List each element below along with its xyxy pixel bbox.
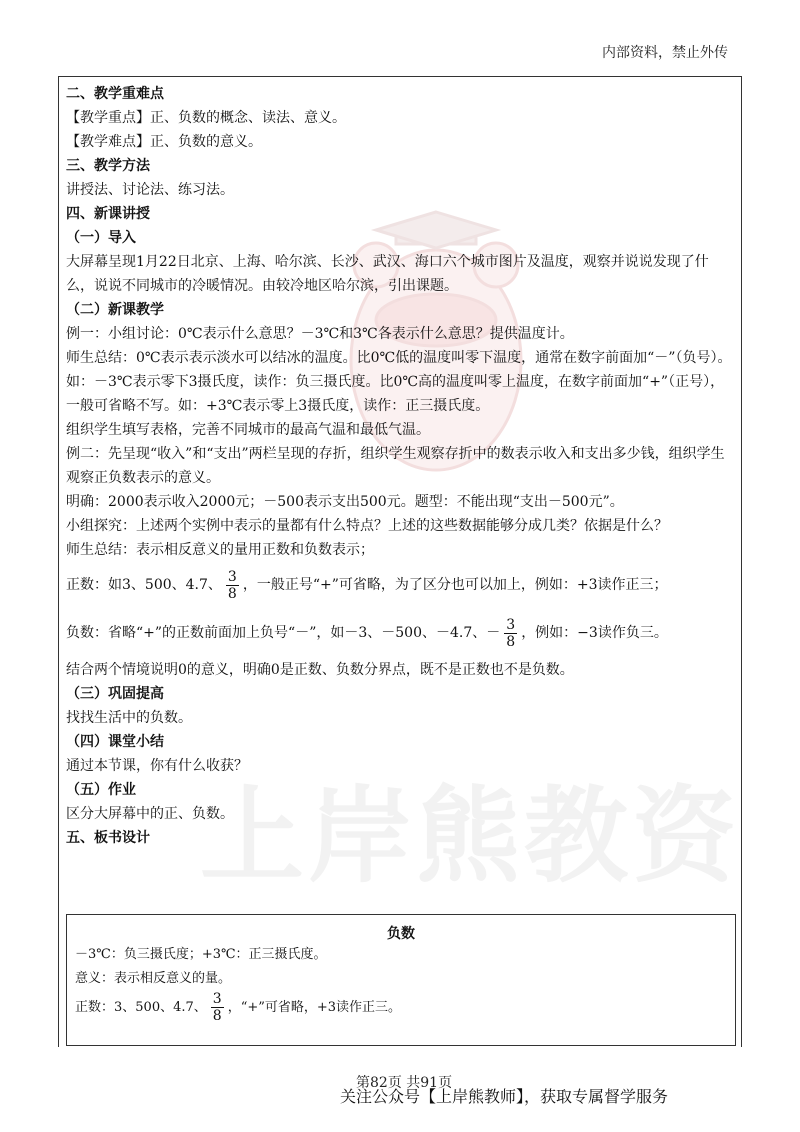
blackboard-design (66, 914, 736, 1046)
section-heading: 二、教学重难点 (66, 86, 164, 102)
paragraph: 【教学难点】正、负数的意义。 (66, 134, 262, 150)
board-line-3 (75, 991, 735, 1024)
board-line-2: 意义：表示相反意义的量。 (75, 971, 232, 986)
fraction-numerator: 3 (227, 568, 237, 585)
fraction (226, 569, 239, 602)
footer-ad: 关注公众号【上岸熊教师】，获取专属督学服务 (340, 1087, 669, 1106)
watermark: 上岸熊教资 (200, 775, 741, 897)
positive-number-line (66, 562, 734, 608)
paragraph: 组织学生填写表格，完善不同城市的最高气温和最低气温。 (66, 422, 430, 438)
negative-before: 负数：省略“+”的正数前面加上负号“－”，如－3、－500、－4.7、－ (66, 625, 501, 641)
section-heading: 四、新课讲授 (66, 206, 150, 222)
paragraph: 例二：先呈现“收入”和“支出”两栏呈现的存折，组织学生观察存折中的数表示收入和支出多少钱，组织学生观察正负数表示的意义。 (66, 446, 725, 486)
negative-after: ，例如：−3读作负三。 (521, 625, 668, 641)
paragraph: 师生总结：表示相反意义的量用正数和负数表示； (66, 542, 374, 558)
paragraph: 区分大屏幕中的正、负数。 (66, 806, 234, 822)
paragraph: 例一：小组讨论：0℃表示什么意思？－3℃和3℃各表示什么意思？提供温度计。 (66, 326, 574, 342)
paragraph: 找找生活中的负数。 (66, 710, 192, 726)
negative-number-line (66, 608, 734, 658)
paragraph: 结合两个情境说明0的意义，明确0是正数、负数分界点，既不是正数也不是负数。 (66, 662, 574, 678)
board-line-3-before: 正数：3、500、4.7、 (75, 1000, 207, 1015)
header-note: 内部资料，禁止外传 (602, 45, 728, 61)
fraction (211, 991, 224, 1024)
fraction-denominator: 8 (227, 585, 237, 602)
paragraph: 师生总结：0℃表示表示淡水可以结冰的温度。比0℃低的温度叫零下温度，通常在数字前面加“－”（负号）。如：－3℃表示零下3摄氏度，读作：负三摄氏度。比0℃高的温度叫零上温度，在数字前面加“+”（正号），一般可省略不写。如：+3℃表示零上3摄氏度，读作：正三摄氏度。 (66, 350, 732, 414)
section-heading: （三）巩固提高 (66, 686, 164, 702)
paragraph: 讲授法、讨论法、练习法。 (66, 182, 234, 198)
fraction-denominator: 8 (212, 1008, 222, 1024)
board-line-1: －3℃：负三摄氏度；+3℃：正三摄氏度。 (75, 947, 327, 962)
positive-before: 正数：如3、500、4.7、 (66, 577, 222, 593)
paragraph: 大屏幕呈现1月22日北京、上海、哈尔滨、长沙、武汉、海口六个城市图片及温度，观察并说说发现了什么，说说不同城市的冷暖情况。由较冷地区哈尔滨，引出课题。 (66, 254, 709, 294)
paragraph: 通过本节课，你有什么收获？ (66, 758, 248, 774)
board-line-3-after: ，“+”可省略，+3读作正三。 (227, 1000, 402, 1015)
paragraph: 小组探究：上述两个实例中表示的量都有什么特点？上述的这些数据能够分成几类？依据是什么？ (66, 518, 668, 534)
section-heading: （二）新课教学 (66, 302, 164, 318)
positive-after: ，一般正号“+”可省略，为了区分也可以加上，例如：+3读作正三； (242, 577, 668, 593)
fraction-numerator: 3 (506, 616, 516, 633)
fraction-denominator: 8 (506, 633, 516, 650)
section-heading: （五）作业 (66, 782, 136, 798)
section-heading: （四）课堂小结 (66, 734, 164, 750)
paragraph: 【教学重点】正、负数的概念、读法、意义。 (66, 110, 346, 126)
board-title: 负数 (387, 926, 415, 942)
section-heading: 五、板书设计 (66, 830, 150, 846)
fraction-numerator: 3 (212, 991, 222, 1007)
lesson-content (66, 82, 734, 850)
page-number: 第82页 共91页 (356, 1075, 453, 1091)
paragraph: 明确：2000表示收入2000元；－500表示支出500元。题型：不能出现“支出－500元”。 (66, 494, 624, 510)
fraction (504, 617, 517, 650)
section-heading: （一）导入 (66, 230, 136, 246)
section-heading: 三、教学方法 (66, 158, 150, 174)
